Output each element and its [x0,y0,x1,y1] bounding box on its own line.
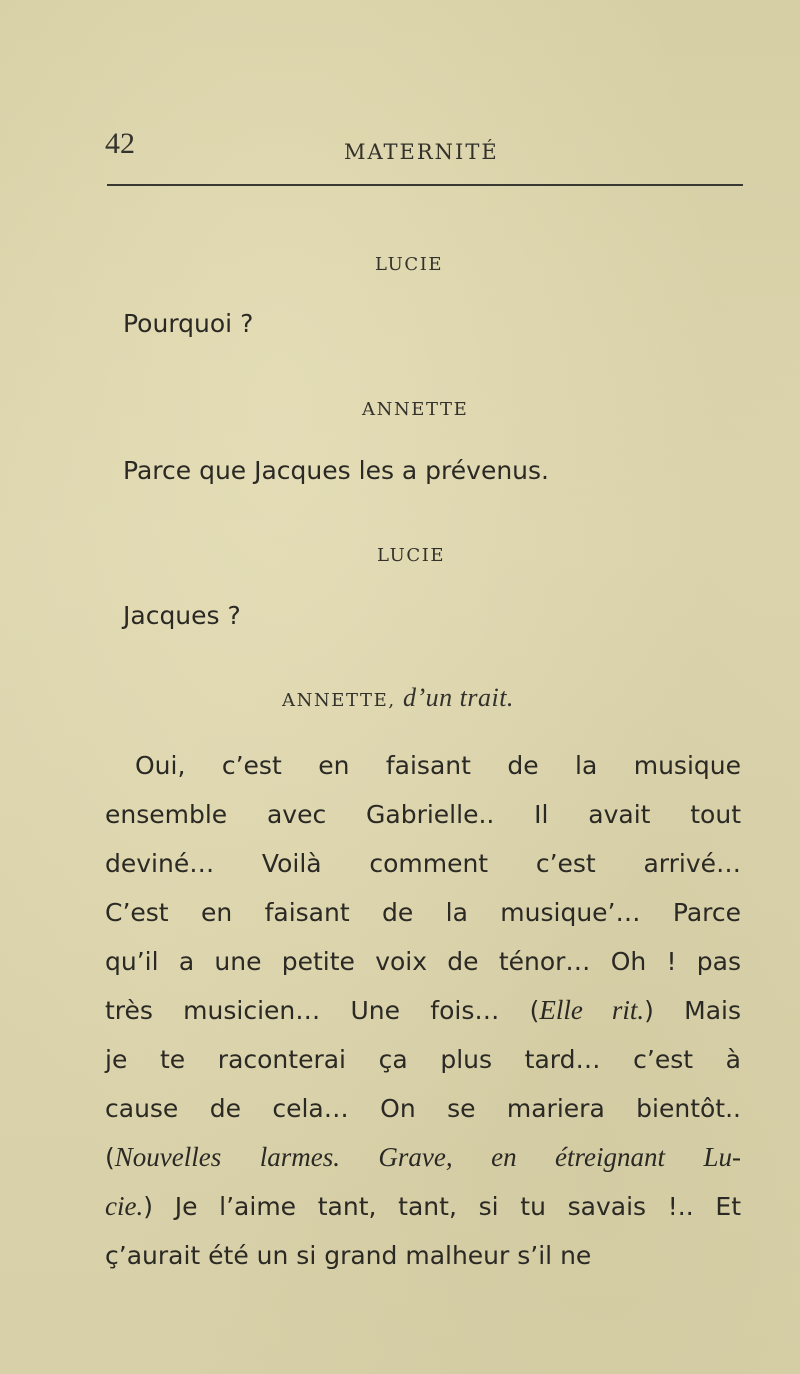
dialogue-line: Jacques ? [123,601,241,630]
stage-direction: cie. [105,1191,144,1221]
page-number: 42 [105,127,135,160]
text-line: très musicien… Une fois… (Elle rit.) Mais [105,995,741,1025]
speaker-heading [282,683,514,713]
stage-direction: Elle rit. [539,995,645,1025]
speaker-name: LUCIE [377,545,446,566]
speaker-name: LUCIE [375,254,444,275]
stage-direction: Nouvelles larmes. Grave, en étreignant Lu- [114,1142,741,1172]
running-title: MATERNITÉ [344,140,499,164]
dialogue-line: Pourquoi ? [123,309,254,338]
speaker-name: ANNETTE, [282,690,396,711]
speaker-name: ANNETTE [362,399,469,420]
text-line: ç’aurait été un si grand malheur s’il ne [105,1241,592,1270]
text-line: (Nouvelles larmes. Grave, en étreignant Lu- [105,1142,741,1172]
text-line: Oui, c’est en faisant de la musique [135,751,741,780]
dialogue-line: Parce que Jacques les a prévenus. [123,456,550,485]
text-line: ensemble avec Gabrielle.. Il avait tout [105,800,741,829]
speech-paragraph [105,741,741,1280]
text-line: qu’il a une petite voix de ténor… Oh ! pas [105,947,741,976]
text-line: deviné… Voilà comment c’est arrivé… [105,849,741,878]
text-line: cause de cela… On se mariera bientôt.. [105,1094,741,1123]
text-line: C’est en faisant de la musique’… Parce [105,898,741,927]
header-rule [107,184,743,186]
text-line: je te raconterai ça plus tard… c’est à [105,1045,741,1074]
stage-direction: d’un trait. [402,683,514,712]
text-line: cie.) Je l’aime tant, tant, si tu savais !.. Et [105,1191,741,1221]
